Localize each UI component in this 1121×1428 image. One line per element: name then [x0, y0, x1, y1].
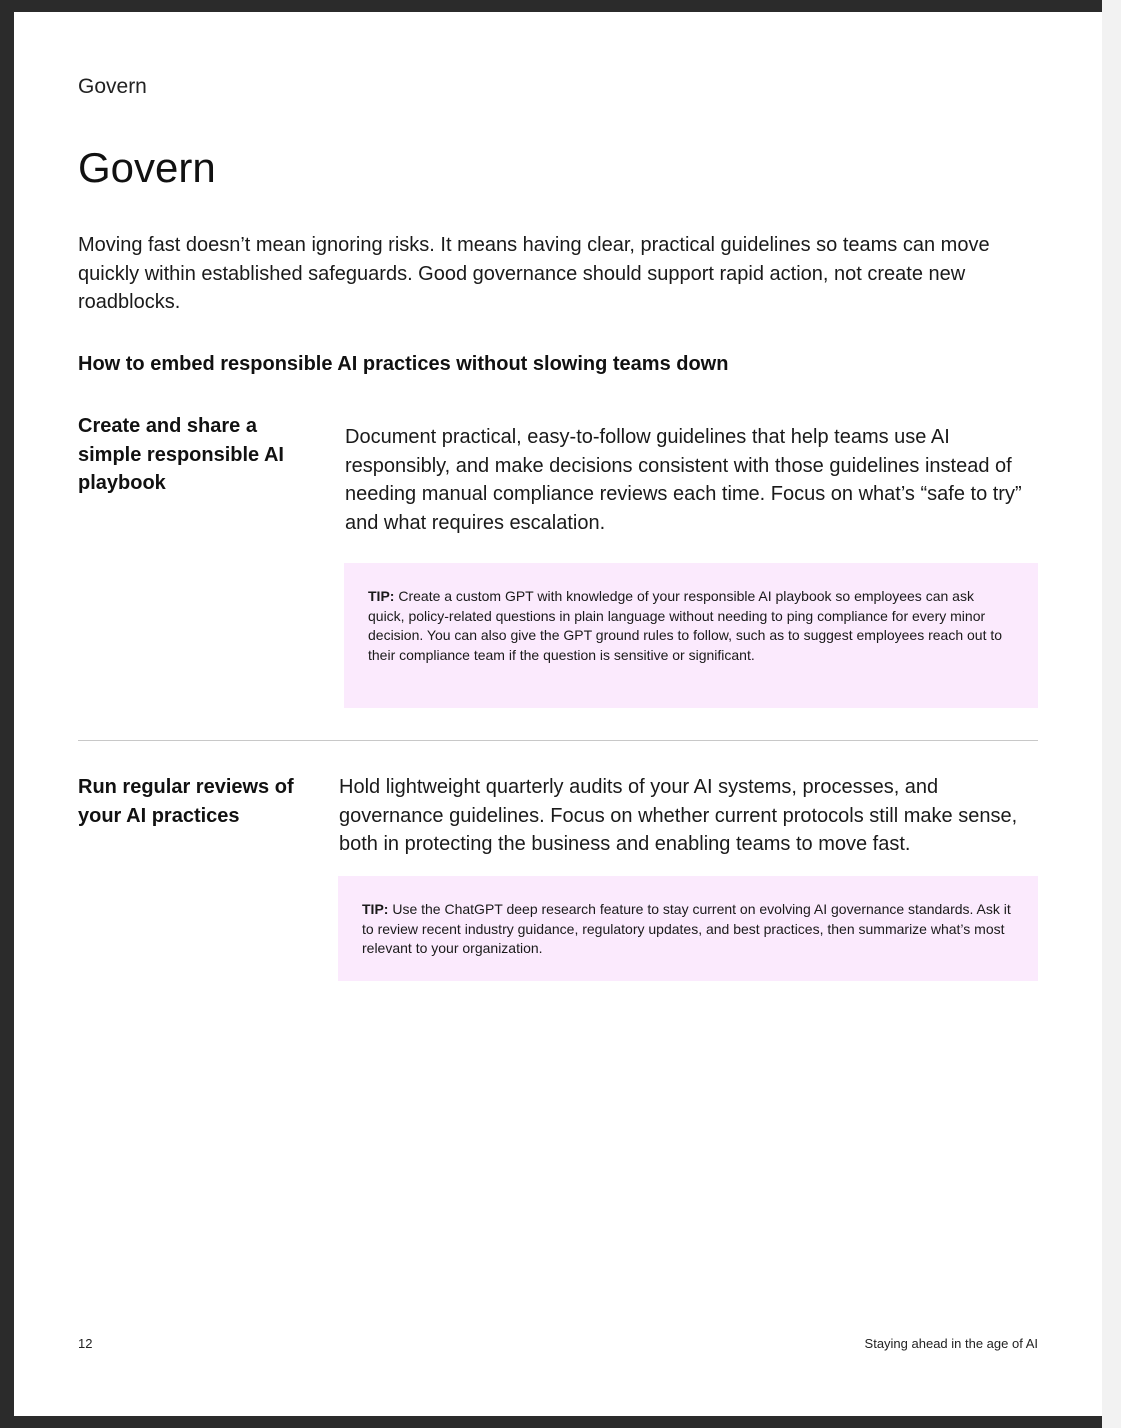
tip-text: Create a custom GPT with knowledge of your responsible AI playbook so employees can ask quick, policy-related questions in plain language without needing to ping compliance for every minor decision. You can also give the GPT ground rules to follow, such as to suggest employees reach out to their compliance team if the question is sensitive or significant. — [368, 588, 1003, 663]
tip-text: Use the ChatGPT deep research feature to stay current on evolving AI governance standards. Ask it to review recent industry guidance, regulatory updates, and best practices, then summarize what’s most relevant to your organization. — [362, 901, 1011, 956]
running-head: Govern — [78, 75, 147, 98]
intro-paragraph: Moving fast doesn’t mean ignoring risks. It means having clear, practical guidelines so teams can move quickly within established safeguards. Good governance should support rapid action, not create new roadblocks. — [78, 234, 990, 313]
row-label-reviews: Run regular reviews of your AI practices — [78, 776, 294, 827]
tip-label: TIP: — [362, 901, 389, 917]
document-page — [14, 12, 1102, 1416]
viewer-background — [1102, 0, 1121, 1428]
row-body-reviews: Hold lightweight quarterly audits of your AI systems, processes, and governance guidelines. Focus on whether current protocols still make sense, both in protecting the business and enabling teams to move fast. — [339, 776, 1018, 855]
tip-label: TIP: — [368, 588, 395, 604]
row-body-playbook: Document practical, easy-to-follow guidelines that help teams use AI responsibly, and make decisions consistent with those guidelines instead of needing manual compliance reviews each time. Focus on what’s “safe to try” and what requires escalation. — [345, 426, 1022, 534]
page-number: 12 — [78, 1336, 93, 1351]
section-divider — [78, 740, 1038, 741]
tip-box-playbook — [344, 563, 1038, 708]
tip-box-reviews — [338, 876, 1038, 981]
footer-doc-title: Staying ahead in the age of AI — [864, 1336, 1038, 1351]
page-title: Govern — [78, 144, 216, 191]
section-heading: How to embed responsible AI practices without slowing teams down — [78, 353, 729, 375]
row-label-playbook: Create and share a simple responsible AI playbook — [78, 415, 284, 494]
